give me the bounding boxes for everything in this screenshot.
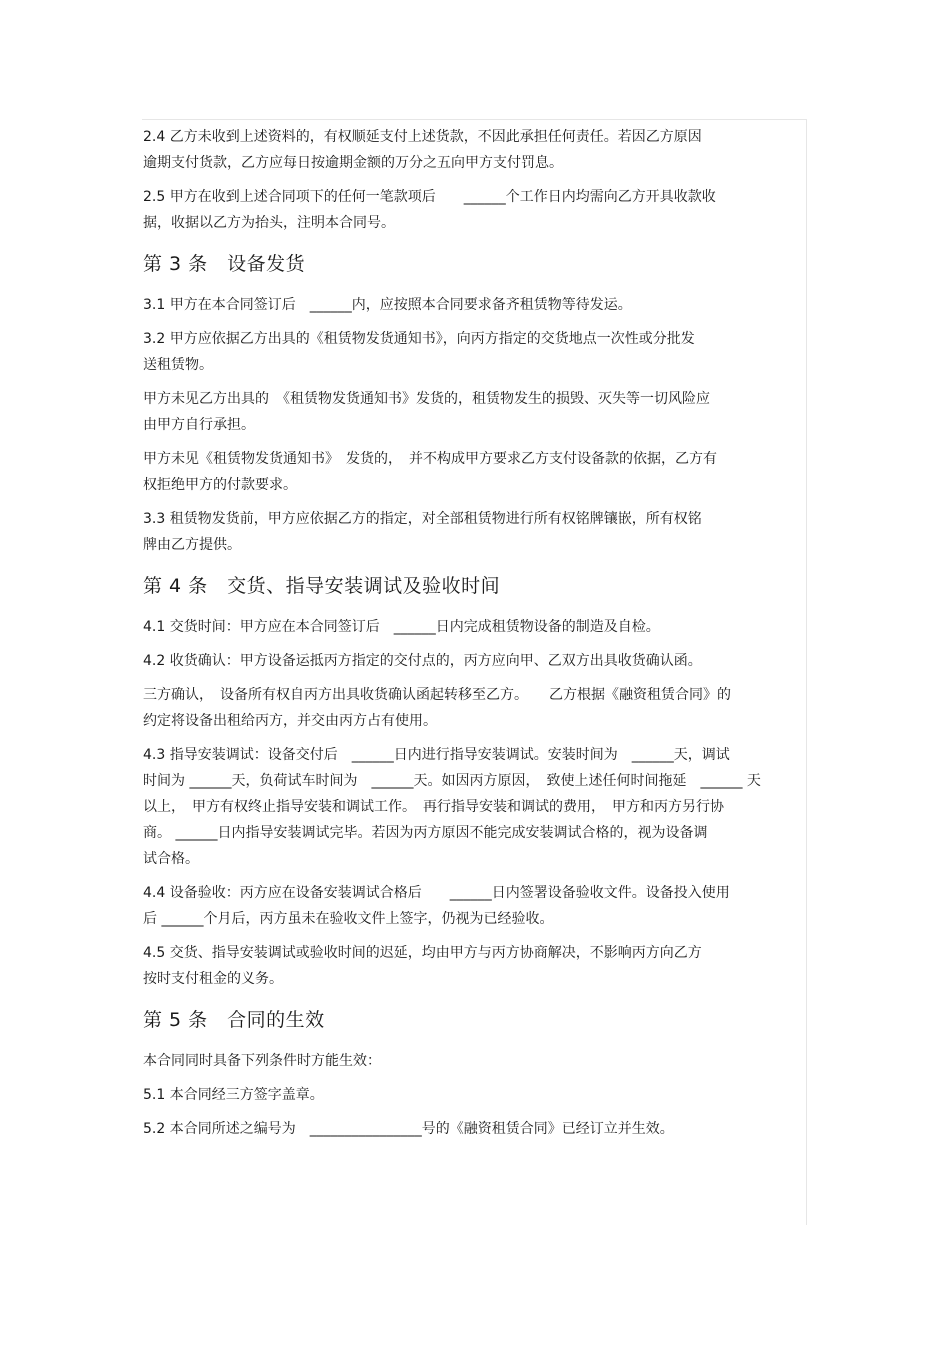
clause-3-2c-line1: 甲方未见乙方出具的 《租赁物发货通知书》发货的，租赁物发生的损毁、灭失等一切风险应 bbox=[143, 391, 710, 407]
article-4-heading: 第 4 条 交货、指导安装调试及验收时间 bbox=[143, 575, 501, 597]
clause-3-2-line1: 3.2 甲方应依据乙方出具的《租赁物发货通知书》，向丙方指定的交货地点一次性或分批发 bbox=[143, 331, 695, 347]
clause-5-2: 5.2 本合同所述之编号为 ________________号的《融资租赁合同》已经订立并生效。 bbox=[143, 1121, 674, 1137]
document-body bbox=[143, 124, 807, 1142]
clause-2-4-line1: 2.4 乙方未收到上述资料的，有权顺延支付上述货款，不因此承担任何责任。若因乙方原因 bbox=[143, 129, 702, 145]
clause-4-4-line2: 后 ______个月后，丙方虽未在验收文件上签字，仍视为已经验收。 bbox=[143, 911, 554, 927]
clause-4-4-line1: 4.4 设备验收：丙方应在设备安装调试合格后 ______日内签署设备验收文件。设备投入使用 bbox=[143, 885, 730, 901]
clause-3-3-line1: 3.3 租赁物发货前，甲方应依据乙方的指定，对全部租赁物进行所有权铭牌镶嵌，所有权铭 bbox=[143, 511, 702, 527]
clause-4-2b-line2: 约定将设备出租给丙方，并交由丙方占有使用。 bbox=[143, 713, 437, 729]
clause-4-1: 4.1 交货时间：甲方应在本合同签订后 ______日内完成租赁物设备的制造及自检。 bbox=[143, 619, 660, 635]
clause-2-5-line2: 据，收据以乙方为抬头，注明本合同号。 bbox=[143, 215, 395, 231]
clause-2-4-line2: 逾期支付货款，乙方应每日按逾期金额的万分之五向甲方支付罚息。 bbox=[143, 155, 563, 171]
clause-3-2c-line2: 由甲方自行承担。 bbox=[143, 417, 255, 433]
clause-4-2: 4.2 收货确认：甲方设备运抵丙方指定的交付点的，丙方应向甲、乙双方出具收货确认函。 bbox=[143, 653, 702, 669]
clause-4-5-line1: 4.5 交货、指导安装调试或验收时间的迟延，均由甲方与丙方协商解决，不影响丙方向乙方 bbox=[143, 945, 702, 961]
clause-4-3-line2: 时间为 ______天，负荷试车时间为 ______天。如因丙方原因， 致使上述任何时间拖延 ______ 天 bbox=[143, 773, 761, 789]
clause-4-3-line5: 试合格。 bbox=[143, 851, 199, 867]
article-3-heading: 第 3 条 设备发货 bbox=[143, 253, 306, 275]
clause-4-3-line1: 4.3 指导安装调试：设备交付后 ______日内进行指导安装调试。安装时间为 ______天，调试 bbox=[143, 747, 730, 763]
clause-3-2-line2: 送租赁物。 bbox=[143, 357, 213, 373]
clause-4-3-line3: 以上， 甲方有权终止指导安装和调试工作。 再行指导安装和调试的费用， 甲方和丙方另行协 bbox=[143, 799, 724, 815]
clause-3-2d-line2: 权拒绝甲方的付款要求。 bbox=[143, 477, 297, 493]
clause-5-intro: 本合同同时具备下列条件时方能生效： bbox=[143, 1053, 381, 1069]
clause-3-3-line2: 牌由乙方提供。 bbox=[143, 537, 241, 553]
article-5-heading: 第 5 条 合同的生效 bbox=[143, 1009, 325, 1031]
clause-3-1: 3.1 甲方在本合同签订后 ______内，应按照本合同要求备齐租赁物等待发运。 bbox=[143, 297, 632, 313]
clause-2-5-line1: 2.5 甲方在收到上述合同项下的任何一笔款项后 ______个工作日内均需向乙方开具收款收 bbox=[143, 189, 716, 205]
clause-3-2d-line1: 甲方未见《租赁物发货通知书》 发货的， 并不构成甲方要求乙方支付设备款的依据，乙方有 bbox=[143, 451, 717, 467]
clause-5-1: 5.1 本合同经三方签字盖章。 bbox=[143, 1087, 324, 1103]
clause-4-5-line2: 按时支付租金的义务。 bbox=[143, 971, 283, 987]
clause-4-2b-line1: 三方确认， 设备所有权自丙方出具收货确认函起转移至乙方。 乙方根据《融资租赁合同》的 bbox=[143, 687, 731, 703]
clause-4-3-line4: 商。 ______日内指导安装调试完毕。若因为丙方原因不能完成安装调试合格的，视为设备调 bbox=[143, 825, 708, 841]
